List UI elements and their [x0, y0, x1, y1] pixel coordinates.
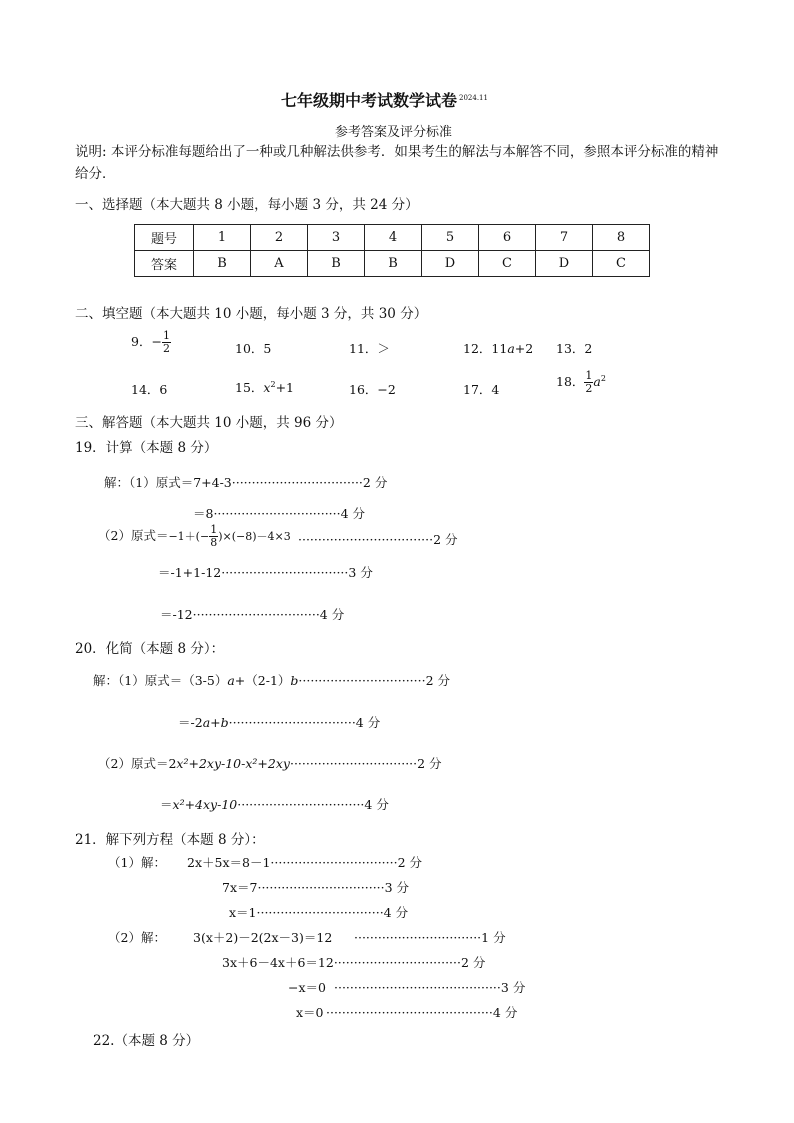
section-2-heading: 二、填空题（本大题共 10 小题，每小题 3 分，共 30 分） [75, 306, 428, 322]
table-cell: 5 [422, 225, 479, 251]
q19-l2-score: 4 分 [340, 506, 366, 521]
q20-l4-expr: x²+4xy-10 [172, 797, 238, 812]
q21-heading: 21．解下列方程（本题 8 分）： [75, 832, 265, 848]
q21-p2-l4-score: 4 分 [492, 1005, 518, 1020]
row-label-answer: 答案 [135, 251, 194, 277]
q21-p2-l4-text: x＝0 [296, 1005, 324, 1020]
q19-l3-score: 2 分 [433, 532, 458, 547]
q21-p1-l2-dots: ································ [257, 880, 385, 895]
q21-p2-line-1 [193, 928, 332, 946]
q20-l4-score: 4 分 [364, 797, 389, 812]
table-cell: B [365, 251, 422, 277]
q20-l1-a: 解：（1）原式＝（3-5） [93, 673, 228, 688]
q21-p2-l3-text: −x＝0 [288, 980, 326, 995]
q18-label: 18． [556, 374, 585, 389]
q21-p2-line-3 [288, 978, 326, 996]
q19-l1-text: 解：（1）原式＝7+4-3 [104, 475, 232, 490]
q21-p1-line-2 [222, 878, 409, 896]
q19-line-1 [104, 473, 387, 491]
q19-l3-numerator: 1 [210, 523, 218, 536]
q20-l2-dots: ································ [228, 715, 356, 730]
q9-numerator: 1 [162, 329, 170, 342]
table-cell: D [536, 251, 593, 277]
q21-p2-line-3-score [334, 978, 525, 996]
q20-l2-score: 4 分 [355, 715, 381, 730]
table-cell: 4 [365, 225, 422, 251]
q21-p1-l1-score: 2 分 [397, 855, 423, 870]
q19-l5-dots: ································ [192, 607, 320, 622]
q21-p2-l2-text: 3x＋6－4x＋6＝12 [222, 955, 334, 970]
answer-q13: 13．2 [556, 341, 593, 356]
q19-line-3 [98, 524, 291, 549]
title-text: 七年级期中考试数学试卷 [281, 91, 458, 110]
q19-l3-expr-a: −1＋(− [168, 530, 210, 543]
q12-coef: 11 [491, 341, 508, 356]
answer-q16: 16．−2 [349, 382, 396, 397]
q20-l3-score: 2 分 [417, 756, 442, 771]
answer-q9 [131, 330, 171, 355]
q19-line-2 [193, 504, 365, 522]
q20-l1-dots: ································ [298, 673, 426, 688]
table-cell: 2 [251, 225, 308, 251]
answer-q11: 11．＞ [349, 341, 390, 356]
answer-q12 [463, 339, 533, 357]
table-cell: 3 [308, 225, 365, 251]
q21-p1-line-1 [187, 853, 422, 871]
q20-l1-b: +（2-1） [234, 673, 291, 688]
q20-l1-score: 2 分 [425, 673, 451, 688]
q15-tail: +1 [275, 380, 294, 395]
q19-l4-dots: ································ [221, 565, 349, 580]
q19-line-4 [158, 563, 373, 581]
q18-exp: 2 [600, 373, 606, 383]
table-cell: B [194, 251, 251, 277]
q20-l1-var-b: b [290, 673, 299, 688]
instructions: 说明: 本评分标准每题给出了一种或几种解法供参考．如果考生的解法与本解答不同，参照本评分标准的精神给分． [75, 144, 719, 182]
q20-l2-var-a: a [202, 715, 211, 730]
q18-denominator: 2 [585, 382, 593, 395]
q19-line-3-score [298, 530, 458, 548]
table-cell: A [251, 251, 308, 277]
q19-l3-denominator: 8 [210, 536, 218, 549]
q19-heading: 19．计算（本题 8 分） [75, 440, 218, 456]
q20-line-2 [178, 713, 380, 731]
q21-p2-l1-text: 3(x＋2)－2(2x－3)＝12 [193, 930, 333, 945]
q15-label: 15． [235, 380, 264, 395]
q19-l4-score: 3 分 [348, 565, 373, 580]
q21-p1-l1-dots: ································ [270, 855, 398, 870]
table-row [135, 251, 650, 277]
answer-table [134, 224, 650, 277]
q20-line-3 [98, 754, 442, 772]
q19-l1-dots: ································· [231, 475, 363, 490]
answer-q18 [556, 370, 606, 395]
row-label-number: 题号 [135, 225, 194, 251]
q12-var: a [507, 341, 515, 356]
section-3-heading: 三、解答题（本大题共 10 小题，共 96 分） [75, 415, 343, 431]
answer-q15 [235, 378, 294, 396]
q20-l4-dots: ································ [237, 797, 365, 812]
q21-p2-l3-dots: ·········································· [334, 980, 501, 995]
page-title [281, 88, 488, 111]
q20-line-4 [160, 795, 389, 813]
q21-p1-l1-text: 2x＋5x＝8－1 [187, 855, 271, 870]
q20-heading: 20．化简（本题 8 分）： [75, 641, 225, 657]
q9-denominator: 2 [162, 342, 170, 355]
q21-part2-label: （2）解： [108, 930, 166, 945]
q21-p2-line-2 [222, 953, 485, 971]
q22-heading: 22.（本题 8 分） [93, 1033, 200, 1049]
q18-numerator: 1 [585, 369, 593, 382]
q19-l4-text: ＝-1+1-12 [158, 565, 222, 580]
q20-l2-var-b: b [220, 715, 229, 730]
table-cell: 1 [194, 225, 251, 251]
table-cell: C [479, 251, 536, 277]
q21-p1-l2-text: 7x＝7 [222, 880, 258, 895]
q20-l3-a: （2）原式＝2 [98, 756, 177, 771]
q15-exp: 2 [270, 379, 276, 389]
answer-q14: 14．6 [131, 382, 168, 397]
q20-l3-expr: x²+2xy-10-x²+2xy [176, 756, 290, 771]
q20-l3-dots: ································ [289, 756, 418, 771]
q19-l2-dots: ································ [213, 506, 341, 521]
q21-p1-l3-score: 4 分 [383, 905, 409, 920]
q19-l3-prefix: （2）原式＝ [98, 528, 169, 543]
q21-p1-l2-score: 3 分 [384, 880, 410, 895]
q19-l1-score: 2 分 [362, 475, 388, 490]
q20-l4-a: ＝ [160, 797, 173, 812]
q21-p2-line-4 [296, 1003, 324, 1021]
q18-var: a [593, 374, 601, 389]
table-row [135, 225, 650, 251]
q9-sign: − [151, 334, 162, 349]
q15-var: x [263, 380, 271, 395]
q9-label: 9． [131, 334, 152, 349]
table-cell: 7 [536, 225, 593, 251]
table-cell: D [422, 251, 479, 277]
section-1-heading: 一、选择题（本大题共 8 小题，每小题 3 分，共 24 分） [75, 197, 419, 213]
q20-l2-b: + [210, 715, 221, 730]
q12-label: 12． [463, 341, 492, 356]
q21-part1-label: （1）解： [108, 855, 166, 870]
q20-line-1 [93, 671, 450, 689]
subtitle: 参考答案及评分标准 [335, 125, 453, 140]
q21-p1-line-3 [229, 903, 408, 921]
q21-p2-l2-dots: ································ [333, 955, 461, 970]
answer-q17: 17．4 [463, 382, 500, 397]
q19-l3-expr-b: )×(−8)－4×3 [218, 530, 291, 543]
answer-q10: 10．5 [235, 341, 272, 356]
q21-p2-l2-score: 2 分 [460, 955, 486, 970]
q21-p2-line-1-score [354, 928, 506, 946]
table-cell: B [308, 251, 365, 277]
q19-line-5 [160, 605, 344, 623]
q21-p2-l1-dots: ································ [354, 930, 482, 945]
q19-l3-fraction [209, 524, 218, 549]
table-cell: C [593, 251, 650, 277]
q21-p2-l3-score: 3 分 [500, 980, 526, 995]
q21-p2-l4-dots: ·········································· [326, 1005, 493, 1020]
q21-p2-line-4-score [326, 1003, 517, 1021]
q19-l5-score: 4 分 [319, 607, 345, 622]
q12-tail: +2 [514, 341, 534, 356]
q20-l2-a: ＝-2 [178, 715, 203, 730]
q21-p1-l3-text: x＝1 [229, 905, 257, 920]
q9-fraction [162, 330, 171, 355]
q21-p1-l3-dots: ································ [256, 905, 384, 920]
q19-l2-text: ＝8 [193, 506, 214, 521]
q19-l5-text: ＝-12 [160, 607, 193, 622]
q19-l3-dots: ·································· [298, 532, 434, 547]
exam-date: 2024.11 [459, 93, 488, 102]
table-cell: 8 [593, 225, 650, 251]
table-cell: 6 [479, 225, 536, 251]
q21-p2-l1-score: 1 分 [481, 930, 506, 945]
q20-l1-var-a: a [227, 673, 235, 688]
